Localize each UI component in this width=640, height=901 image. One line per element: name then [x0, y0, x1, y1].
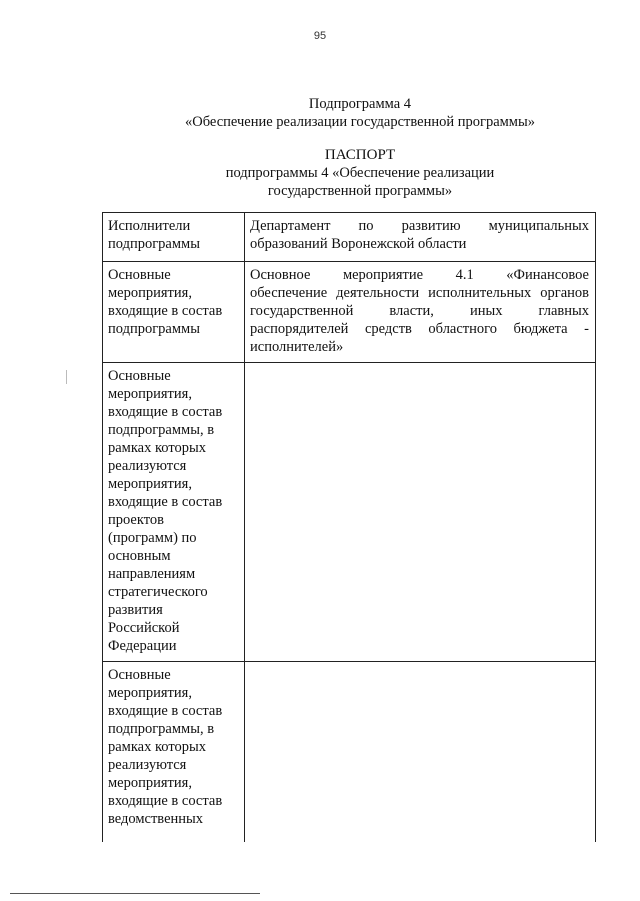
subprogram-subtitle: «Обеспечение реализации государственной программы» — [185, 114, 535, 130]
passport-subtitle-line-1: подпрограммы 4 «Обеспечение реализации — [225, 165, 495, 181]
label-line: мероприятия, — [108, 285, 192, 301]
row-label-cell — [103, 213, 245, 262]
label-line: направлениям — [108, 566, 196, 582]
table-row — [103, 662, 596, 843]
row-value-cell-empty — [245, 363, 596, 662]
value-line: распорядителей средств областного бюджета - — [250, 321, 589, 337]
label-line: входящие в состав — [108, 793, 223, 809]
value-line: Основное мероприятие 4.1 «Финансовое — [250, 267, 589, 283]
table-row — [103, 213, 596, 262]
label-line: входящие в состав — [108, 703, 223, 719]
label-line: (программ) по — [108, 530, 197, 546]
label-line: основным — [108, 548, 171, 564]
label-line: входящие в состав — [108, 404, 223, 420]
passport-table — [102, 212, 596, 842]
label-line: Основные — [108, 667, 171, 683]
subprogram-title: Подпрограмма 4 — [308, 96, 412, 112]
row-value-cell — [245, 213, 596, 262]
label-line: Основные — [108, 368, 171, 384]
label-line: подпрограммы, в — [108, 422, 215, 438]
label-line: рамках которых — [108, 440, 207, 456]
label-line: мероприятия, — [108, 685, 192, 701]
label-line: проектов — [108, 512, 164, 528]
label-line: подпрограммы — [108, 236, 200, 252]
label-line: подпрограммы, в — [108, 721, 215, 737]
value-line: государственной власти, иных главных — [250, 303, 589, 319]
value-line: обеспечение деятельности исполнительных органов — [250, 285, 589, 301]
label-line: развития — [108, 602, 163, 618]
label-line: стратегического — [108, 584, 208, 600]
row-value-cell — [245, 262, 596, 363]
row-label-cell — [103, 363, 245, 662]
passport-heading — [0, 146, 640, 200]
label-line: Основные — [108, 267, 171, 283]
scan-margin-mark — [66, 370, 67, 384]
table-row — [103, 262, 596, 363]
label-line: подпрограммы — [108, 321, 200, 337]
value-line: образований Воронежской области — [250, 236, 467, 252]
value-line: исполнителей» — [250, 339, 344, 355]
subprogram-heading — [0, 95, 640, 131]
label-line: Федерации — [108, 638, 177, 654]
label-line: входящие в состав — [108, 494, 223, 510]
label-line: реализуются — [108, 757, 187, 773]
label-line: Исполнители — [108, 218, 191, 234]
label-line: мероприятия, — [108, 386, 192, 402]
bottom-rule — [10, 893, 260, 894]
label-line: мероприятия, — [108, 775, 192, 791]
passport-title: ПАСПОРТ — [324, 147, 396, 163]
row-label-cell — [103, 662, 245, 843]
label-line: рамках которых — [108, 739, 207, 755]
page-number: 95 — [313, 30, 327, 42]
row-value-cell-empty — [245, 662, 596, 843]
label-line: ведомственных — [108, 811, 204, 827]
label-line: Российской — [108, 620, 180, 636]
label-line: входящие в состав — [108, 303, 223, 319]
label-line: мероприятия, — [108, 476, 192, 492]
value-line: Департамент по развитию муниципальных — [250, 218, 589, 234]
row-label-cell — [103, 262, 245, 363]
label-line: реализуются — [108, 458, 187, 474]
passport-subtitle-line-2: государственной программы» — [267, 183, 453, 199]
table-row — [103, 363, 596, 662]
